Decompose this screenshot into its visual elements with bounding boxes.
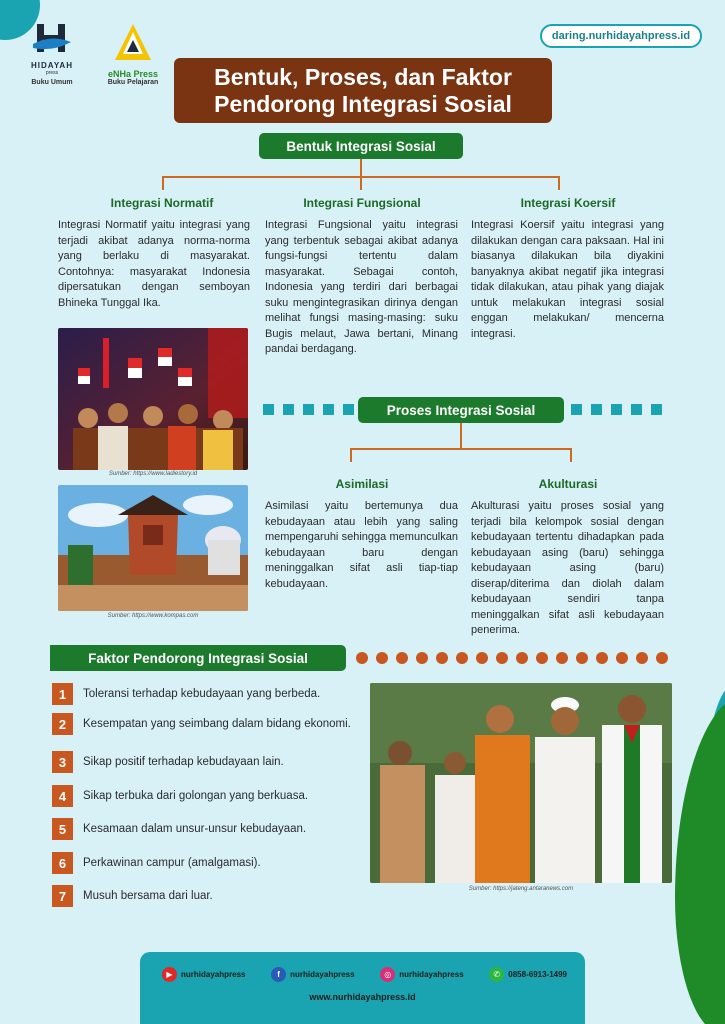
column-text-normatif: Integrasi Normatif yaitu integrasi yang terjadi akibat adanya norma-norma yang berlaku di masyarakat. Contohnya: masyarakat Indonesia dipersatukan dengan semboyan Bhineka Tunggal Ika.	[58, 219, 250, 309]
column-text-akulturasi: Akulturasi yaitu proses sosial yang terjadi bila kelompok sosial dengan kebudayaan tertentu dihadapkan pada kebudayaan asing (baru) sehingga kebudayaan asing (baru) diserap/diterima dan diolah dalam kebudayaan sendiri tanpa meninggalkan sifat asli kebudayaan penerima.	[471, 500, 664, 636]
factor-item-3	[52, 751, 352, 773]
connector-line	[350, 448, 572, 450]
column-text-asimilasi: Asimilasi yaitu bertemunya dua kebudayaan atau lebih yang saling mempengaruhi sehingga memunculkan kebudayaan baru dengan meninggalkan sifat asli tiap-tiap kebudayaan.	[265, 500, 458, 590]
section-heading-bentuk	[259, 133, 463, 159]
photo-cultural-parade	[58, 328, 248, 470]
corner-decoration	[675, 694, 725, 1024]
decorative-squares-right	[571, 404, 662, 415]
factor-item-2	[52, 713, 352, 735]
factor-number: 5	[52, 818, 73, 840]
connector-line	[570, 448, 572, 462]
social-youtube-label: nurhidayahpress	[181, 970, 246, 979]
factor-text: Sikap positif terhadap kebudayaan lain.	[83, 755, 284, 768]
instagram-icon: ◎	[380, 967, 395, 982]
connector-line	[350, 448, 352, 462]
factor-item-5	[52, 818, 352, 840]
connector-line	[162, 176, 164, 190]
photo-menara-kudus-image	[58, 485, 248, 611]
social-links	[162, 967, 567, 982]
factor-text: Sikap terbuka dari golongan yang berkuasa.	[83, 789, 309, 802]
column-title-akulturasi: Akulturasi	[538, 477, 598, 491]
photo-source-caption: Sumber: https://jateng.antaranews.com	[468, 886, 574, 892]
photo-interfaith-prayer-image	[370, 683, 672, 883]
youtube-icon: ▶	[162, 967, 177, 982]
section-heading-faktor	[50, 645, 346, 671]
factor-number: 4	[52, 785, 73, 807]
social-instagram[interactable]	[380, 967, 463, 982]
hidayah-sub: press	[45, 70, 59, 76]
facebook-icon: f	[271, 967, 286, 982]
factor-number: 3	[52, 751, 73, 773]
photo-source-caption: Sumber: https://www.ladiestory.id	[108, 471, 198, 477]
enha-logo-icon	[113, 22, 153, 64]
site-url-text: daring.nurhidayahpress.id	[551, 30, 691, 42]
page-title	[174, 58, 552, 123]
social-facebook-label: nurhidayahpress	[290, 970, 355, 979]
factor-item-7	[52, 885, 352, 907]
enha-logo	[100, 22, 166, 86]
factor-text: Toleransi terhadap kebudayaan yang berbeda.	[83, 687, 321, 700]
social-whatsapp[interactable]	[489, 967, 567, 982]
enha-wordmark: eNHa Press	[107, 69, 159, 79]
connector-line	[460, 423, 462, 449]
section-heading-text: Faktor Pendorong Integrasi Sosial	[88, 650, 308, 666]
social-whatsapp-label: 0858-6913-1499	[508, 970, 567, 979]
hidayah-wordmark: HIDAYAH	[31, 61, 73, 70]
connector-line	[360, 159, 362, 177]
hidayah-logo	[22, 22, 82, 86]
social-youtube[interactable]	[162, 967, 245, 982]
column-text-fungsional: Integrasi Fungsional yaitu integrasi yang terbentuk sebagai akibat adanya fungsi-fungsi tertentu dalam masyarakat. Sebagai contoh, Indonesia yang terdiri dari berbagai suku mengintegrasikan dirinya dengan melihat fungsi masing-masing: suku Bugis melaut, Jawa bertani, Minang pandai berdagang.	[265, 219, 458, 355]
factor-text: Perkawinan campur (amalgamasi).	[83, 856, 261, 869]
factor-text: Kesamaan dalam unsur-unsur kebudayaan.	[83, 822, 307, 835]
connector-line	[360, 176, 362, 190]
decorative-dots	[356, 652, 668, 664]
factor-number: 7	[52, 885, 73, 907]
factor-item-6	[52, 852, 352, 874]
column-title-koersif: Integrasi Koersif	[520, 196, 616, 210]
factor-item-1	[52, 683, 352, 705]
factor-text: Musuh bersama dari luar.	[83, 889, 213, 902]
factor-number: 2	[52, 713, 73, 735]
social-instagram-label: nurhidayahpress	[399, 970, 464, 979]
section-heading-proses	[358, 397, 564, 423]
photo-cultural-parade-image	[58, 328, 248, 470]
hidayah-logo-icon	[31, 22, 73, 56]
factor-number: 6	[52, 852, 73, 874]
factor-number: 1	[52, 683, 73, 705]
title-line-1: Bentuk, Proses, dan Faktor	[214, 64, 512, 90]
social-facebook[interactable]	[271, 967, 354, 982]
column-title-fungsional: Integrasi Fungsional	[303, 196, 421, 210]
section-heading-text: Proses Integrasi Sosial	[386, 402, 536, 418]
connector-line	[558, 176, 560, 190]
footer-bar	[140, 952, 585, 1024]
title-line-2: Pendorong Integrasi Sosial	[214, 91, 512, 117]
factor-text: Kesempatan yang seimbang dalam bidang ekonomi.	[83, 717, 351, 730]
photo-menara-kudus	[58, 485, 248, 611]
decorative-squares-left	[263, 404, 354, 415]
photo-interfaith-prayer	[370, 683, 672, 883]
section-heading-text: Bentuk Integrasi Sosial	[286, 138, 436, 154]
column-title-normatif: Integrasi Normatif	[110, 196, 214, 210]
factor-item-4	[52, 785, 352, 807]
whatsapp-icon: ✆	[489, 967, 504, 982]
site-url-badge[interactable]	[540, 24, 702, 48]
photo-source-caption: Sumber: https://www.kompas.com	[107, 613, 199, 619]
enha-caption: Buku Pelajaran	[107, 79, 159, 86]
footer-website[interactable]: www.nurhidayahpress.id	[309, 992, 416, 1002]
hidayah-caption: Buku Umum	[31, 79, 73, 86]
column-title-asimilasi: Asimilasi	[335, 477, 389, 491]
column-text-koersif: Integrasi Koersif yaitu integrasi yang dilakukan dengan cara paksaan. Hal ini biasanya dilakukan bila diyakini banyaknya akibat negatif jika integrasi tidak dilakukan, atau pihak yang diajak untuk melakukan integrasi sosial enggan melakukan/ mencerna integrasi.	[471, 219, 664, 340]
